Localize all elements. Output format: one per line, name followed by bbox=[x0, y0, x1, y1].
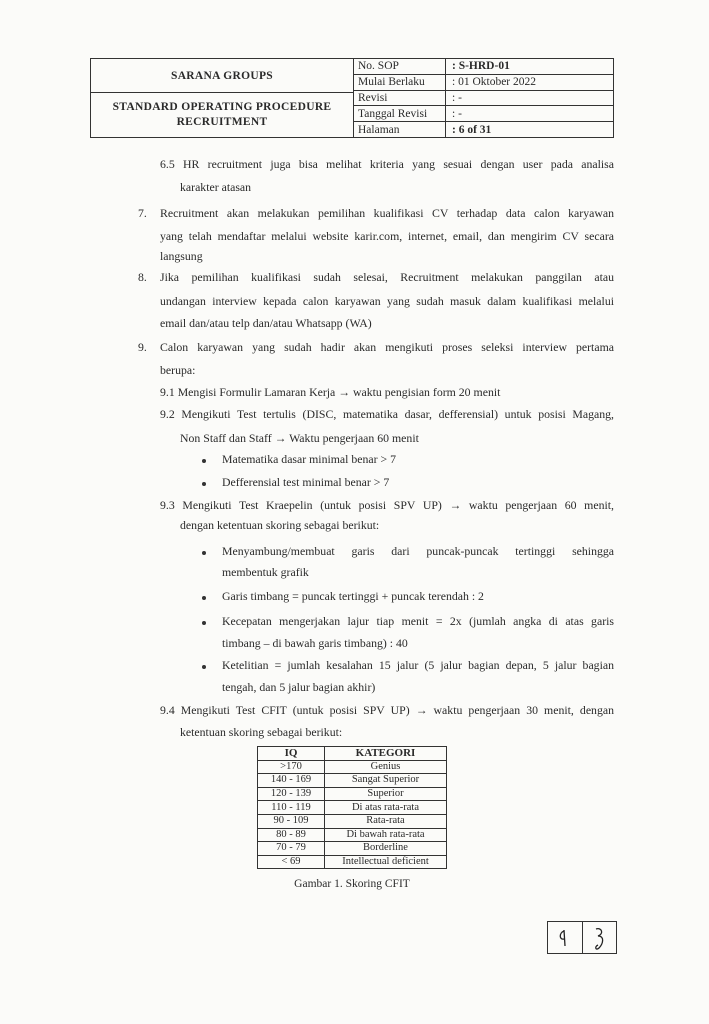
table-row bbox=[258, 774, 447, 788]
bullet-9-2-2: Defferensial test minimal benar > 7 bbox=[222, 475, 390, 489]
cell-kategori: Rata-rata bbox=[325, 814, 447, 828]
paragraph-9-4-line2: ketentuan skoring sebagai berikut: bbox=[180, 725, 343, 739]
cell-kategori: Genius bbox=[325, 760, 447, 774]
paragraph-9-line1: Calon karyawan yang sudah hadir akan mengikuti proses seleksi interview pertama bbox=[160, 340, 614, 354]
paragraph-6-5-line2: karakter atasan bbox=[180, 180, 252, 194]
table-caption: Gambar 1. Skoring CFIT bbox=[294, 878, 410, 890]
cell-iq: 70 - 79 bbox=[258, 842, 325, 856]
cell-iq: 120 - 139 bbox=[258, 787, 325, 801]
list-number-7: 7. bbox=[138, 206, 147, 220]
paragraph-9-3-line1: 9.3 Mengikuti Test Kraepelin (untuk posisi SPV UP) → waktu pengerjaan 60 menit, bbox=[160, 498, 614, 512]
paragraph-7-line1: Recruitment akan melakukan pemilihan kualifikasi CV terhadap data calon karyawan bbox=[160, 206, 614, 220]
bullet-icon bbox=[202, 621, 206, 625]
cell-kategori: Di atas rata-rata bbox=[325, 801, 447, 815]
table-row bbox=[258, 760, 447, 774]
cell-kategori: Borderline bbox=[325, 842, 447, 856]
paragraph-8-line2: undangan interview kepada calon karyawan yang sudah masuk dalam kualifikasi melalui bbox=[160, 294, 614, 308]
header-meta bbox=[354, 59, 613, 137]
table-row bbox=[258, 842, 447, 856]
initials-box bbox=[547, 921, 617, 954]
paragraph-9-4-line1: 9.4 Mengikuti Test CFIT (untuk posisi SPV UP) → waktu pengerjaan 30 menit, dengan bbox=[160, 703, 614, 717]
paragraph-6-5-line1: 6.5 HR recruitment juga bisa melihat kriteria yang sesuai dengan user pada analisa bbox=[160, 157, 614, 171]
meta-label: Halaman bbox=[354, 122, 446, 137]
meta-value: : 6 of 31 bbox=[452, 123, 492, 136]
cell-iq: 140 - 169 bbox=[258, 774, 325, 788]
meta-label: Mulai Berlaku bbox=[354, 75, 446, 90]
list-number-8: 8. bbox=[138, 270, 147, 284]
bullet-icon bbox=[202, 482, 206, 486]
initials-cell bbox=[583, 922, 617, 953]
cell-iq: 80 - 89 bbox=[258, 828, 325, 842]
cell-kategori: Intellectual deficient bbox=[325, 855, 447, 869]
cell-iq: 90 - 109 bbox=[258, 814, 325, 828]
cell-iq: < 69 bbox=[258, 855, 325, 869]
bullet-icon bbox=[202, 596, 206, 600]
cell-kategori: Di bawah rata-rata bbox=[325, 828, 447, 842]
meta-row bbox=[354, 91, 613, 107]
sop-title-line1: STANDARD OPERATING PROCEDURE bbox=[112, 101, 332, 113]
table-header-row bbox=[258, 747, 447, 761]
sop-title bbox=[91, 93, 353, 137]
meta-row bbox=[354, 106, 613, 122]
bullet-9-3-2: Garis timbang = puncak tertinggi + puncak terendah : 2 bbox=[222, 589, 484, 603]
header-left bbox=[91, 59, 354, 137]
meta-value: : S-HRD-01 bbox=[452, 60, 510, 73]
meta-value: : - bbox=[452, 91, 462, 104]
meta-row bbox=[354, 122, 613, 137]
meta-label: Revisi bbox=[354, 91, 446, 106]
paragraph-9-1: 9.1 Mengisi Formulir Lamaran Kerja → waktu pengisian form 20 menit bbox=[160, 385, 501, 399]
column-header-kategori: KATEGORI bbox=[325, 747, 447, 761]
table-row bbox=[258, 801, 447, 815]
cfit-scoring-table bbox=[257, 746, 447, 869]
sop-title-line2: RECRUITMENT bbox=[176, 116, 268, 128]
bullet-9-3-1-line2: membentuk grafik bbox=[222, 565, 309, 579]
paragraph-9-line2: berupa: bbox=[160, 363, 196, 377]
table-row bbox=[258, 787, 447, 801]
bullet-9-3-3-line2: timbang – di bawah garis timbang) : 40 bbox=[222, 636, 408, 650]
table-row bbox=[258, 814, 447, 828]
bullet-icon bbox=[202, 551, 206, 555]
meta-label: Tanggal Revisi bbox=[354, 106, 446, 121]
bullet-9-3-1-line1: Menyambung/membuat garis dari puncak-puncak tertinggi sehingga bbox=[222, 544, 614, 558]
handwritten-initial-mark bbox=[583, 922, 617, 953]
paragraph-9-2-line1: 9.2 Mengikuti Test tertulis (DISC, matematika dasar, defferensial) untuk posisi Magang, bbox=[160, 407, 614, 421]
bullet-9-3-3-line1: Kecepatan mengerjakan lajur tiap menit = 2x (jumlah angka di atas garis bbox=[222, 614, 614, 628]
paragraph-8-line1: Jika pemilihan kualifikasi sudah selesai, Recruitment melakukan panggilan atau bbox=[160, 270, 614, 284]
cell-iq: >170 bbox=[258, 760, 325, 774]
handwritten-initial-mark bbox=[548, 922, 582, 953]
meta-label: No. SOP bbox=[354, 59, 446, 74]
bullet-9-3-4-line1: Ketelitian = jumlah kesalahan 15 jalur (5 jalur bagian depan, 5 jalur bagian bbox=[222, 658, 614, 672]
bullet-9-2-1: Matematika dasar minimal benar > 7 bbox=[222, 452, 397, 466]
meta-value: : - bbox=[452, 107, 462, 120]
column-header-iq: IQ bbox=[258, 747, 325, 761]
cell-kategori: Sangat Superior bbox=[325, 774, 447, 788]
paragraph-7-line3: langsung bbox=[160, 249, 203, 263]
meta-value: : 01 Oktober 2022 bbox=[452, 76, 537, 89]
table-row bbox=[258, 828, 447, 842]
bullet-9-3-4-line2: tengah, dan 5 jalur bagian akhir) bbox=[222, 680, 376, 694]
cell-iq: 110 - 119 bbox=[258, 801, 325, 815]
paragraph-8-line3: email dan/atau telp dan/atau Whatsapp (WA) bbox=[160, 316, 372, 330]
meta-row bbox=[354, 59, 613, 75]
meta-row bbox=[354, 75, 613, 91]
paragraph-7-line2: yang telah mendaftar melalui website karir.com, internet, email, dan mengirim CV secara bbox=[160, 229, 614, 243]
cell-kategori: Superior bbox=[325, 787, 447, 801]
table-row bbox=[258, 855, 447, 869]
bullet-icon bbox=[202, 665, 206, 669]
paragraph-9-3-line2: dengan ketentuan skoring sebagai berikut: bbox=[180, 518, 380, 532]
list-number-9: 9. bbox=[138, 340, 147, 354]
document-header bbox=[90, 58, 614, 138]
bullet-icon bbox=[202, 459, 206, 463]
initials-cell bbox=[548, 922, 583, 953]
paragraph-9-2-line2: Non Staff dan Staff → Waktu pengerjaan 60 menit bbox=[180, 431, 419, 445]
company-name: SARANA GROUPS bbox=[91, 59, 353, 93]
